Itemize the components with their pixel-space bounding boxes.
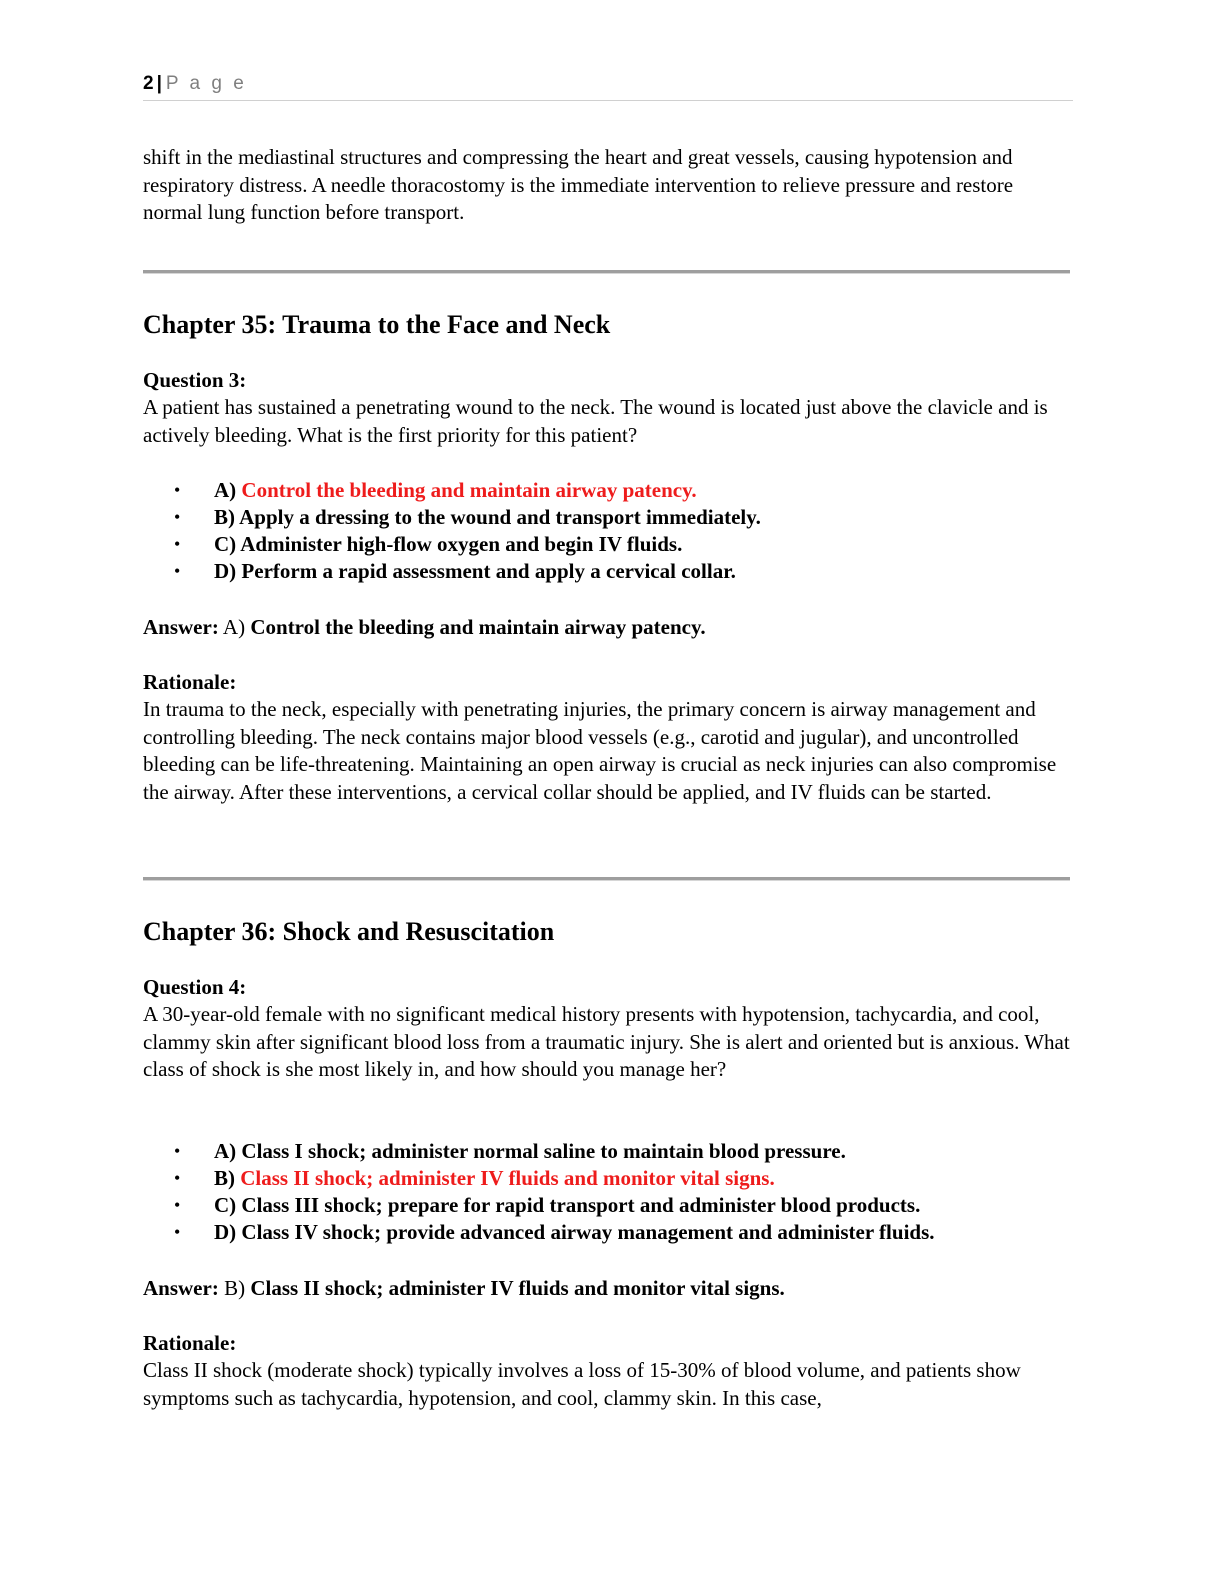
option-a xyxy=(143,1138,1073,1165)
option-text: Apply a dressing to the wound and transport immediately. xyxy=(239,505,761,529)
rationale-3-label: Rationale: xyxy=(143,670,237,694)
question-4-label: Question 4: xyxy=(143,975,247,999)
page-word: P a g e xyxy=(165,73,247,94)
question-4-text: A 30-year-old female with no significant medical history presents with hypotension, tachycardia, and cool, clammy skin after significant blood loss from a traumatic injury. She is alert and oriented but is anxious. What class of shock is she most likely in, and how should you manage her? xyxy=(143,1002,1070,1081)
option-b xyxy=(143,504,1073,531)
page-header xyxy=(143,72,1073,101)
answer-label: Answer: xyxy=(143,615,219,639)
option-text-correct: Control the bleeding and maintain airway patency. xyxy=(241,478,697,502)
option-text: Administer high-flow oxygen and begin IV fluids. xyxy=(240,532,683,556)
rationale-4-label: Rationale: xyxy=(143,1331,237,1355)
option-c xyxy=(143,531,1073,558)
option-b xyxy=(143,1165,1073,1192)
answer-label: Answer: xyxy=(143,1276,219,1300)
option-letter: A) xyxy=(214,478,237,502)
option-text: Class IV shock; provide advanced airway management and administer fluids. xyxy=(241,1220,935,1244)
option-c xyxy=(143,1192,1073,1219)
answer-letter: A) xyxy=(222,615,246,639)
bullet-icon: • xyxy=(174,480,181,500)
rationale-4-text: Class II shock (moderate shock) typically involves a loss of 15-30% of blood volume, and patients show symptoms such as tachycardia, hypotension, and cool, clammy skin. In this case, xyxy=(143,1358,1021,1410)
question-3-label: Question 3: xyxy=(143,368,247,392)
question-4-options xyxy=(143,1138,1073,1246)
answer-letter: B) xyxy=(224,1276,246,1300)
section-divider xyxy=(143,270,1070,274)
bullet-icon: • xyxy=(174,507,181,527)
option-letter: C) xyxy=(214,532,237,556)
answer-text: Class II shock; administer IV fluids and monitor vital signs. xyxy=(250,1276,785,1300)
page-separator: | xyxy=(156,73,162,94)
question-3-options xyxy=(143,477,1073,585)
chapter-36-heading: Chapter 36: Shock and Resuscitation xyxy=(143,917,555,946)
section-divider xyxy=(143,877,1070,881)
chapter-35-heading: Chapter 35: Trauma to the Face and Neck xyxy=(143,310,611,339)
option-text: Perform a rapid assessment and apply a cervical collar. xyxy=(241,559,736,583)
question-3-text: A patient has sustained a penetrating wound to the neck. The wound is located just above the clavicle and is actively bleeding. What is the first priority for this patient? xyxy=(143,395,1048,447)
option-a xyxy=(143,477,1073,504)
bullet-icon: • xyxy=(174,534,181,554)
answer-3 xyxy=(143,614,1073,642)
option-text: Class III shock; prepare for rapid transport and administer blood products. xyxy=(241,1193,921,1217)
option-letter: B) xyxy=(214,505,235,529)
rationale-3-text: In trauma to the neck, especially with penetrating injuries, the primary concern is airway management and controlling bleeding. The neck contains major blood vessels (e.g., carotid and jugular), and uncontrolled bleeding can be life-threatening. Maintaining an open airway is crucial as neck injuries can also compromise the airway. After these interventions, a cervical collar should be applied, and IV fluids can be started. xyxy=(143,697,1057,804)
option-d xyxy=(143,1219,1073,1246)
answer-text: Control the bleeding and maintain airway patency. xyxy=(250,615,706,639)
page-number: 2 xyxy=(143,73,154,94)
option-letter: D) xyxy=(214,559,237,583)
bullet-icon: • xyxy=(174,1168,181,1188)
option-letter: D) xyxy=(214,1220,237,1244)
bullet-icon: • xyxy=(174,1195,181,1215)
option-letter: C) xyxy=(214,1193,237,1217)
bullet-icon: • xyxy=(174,1222,181,1242)
bullet-icon: • xyxy=(174,561,181,581)
option-letter: A) xyxy=(214,1139,237,1163)
bullet-icon: • xyxy=(174,1141,181,1161)
option-d xyxy=(143,558,1073,585)
intro-paragraph: shift in the mediastinal structures and compressing the heart and great vessels, causing hypotension and respiratory distress. A needle thoracostomy is the immediate intervention to relieve pressure and restore normal lung function before transport. xyxy=(143,145,1014,224)
option-text: Class I shock; administer normal saline to maintain blood pressure. xyxy=(241,1139,846,1163)
option-text-correct: Class II shock; administer IV fluids and monitor vital signs. xyxy=(240,1166,775,1190)
answer-4 xyxy=(143,1275,1073,1303)
option-letter: B) xyxy=(214,1166,235,1190)
